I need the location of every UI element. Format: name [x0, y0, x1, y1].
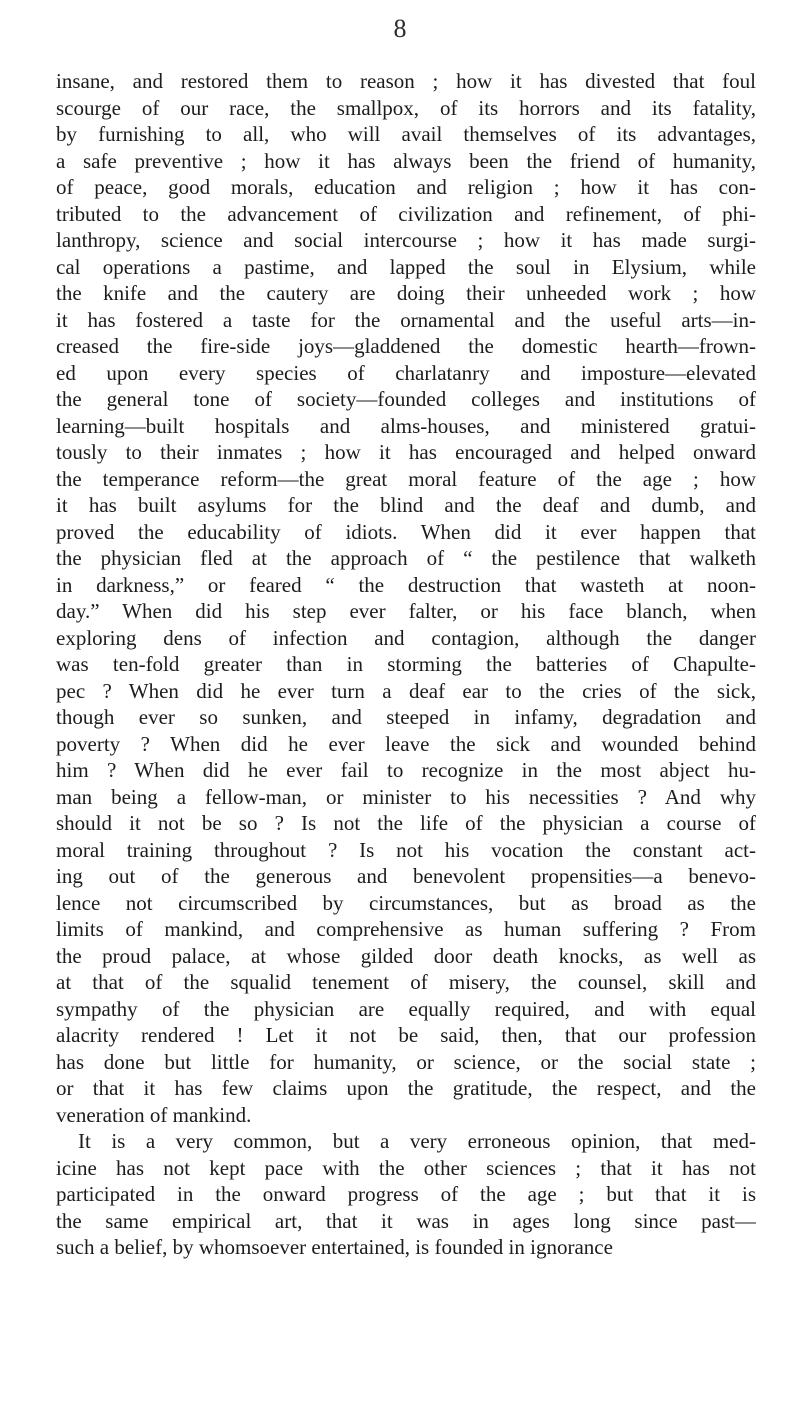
text-line: exploring dens of infection and contagion, although the danger [56, 625, 756, 650]
text-line: lanthropy, science and social intercourse ; how it has made surgi- [56, 228, 756, 252]
text-line: lence not circumscribed by circumstances, but as broad as the [56, 890, 756, 915]
text-line: man being a fellow-man, or minister to his necessities ? And why [56, 784, 756, 809]
text-line: by furnishing to all, who will avail themselves of its advantages, [56, 122, 756, 146]
text-line: at that of the squalid tenement of misery, the counsel, skill and [56, 970, 756, 994]
text-line: has done but little for humanity, or science, or the social state ; [56, 1049, 756, 1074]
text-line: ed upon every species of charlatanry and imposture—elevated [56, 360, 756, 385]
paragraph [56, 1128, 756, 1261]
text-line: ing out of the generous and benevolent propensities—a benevo- [56, 864, 756, 888]
text-line: the same empirical art, that it was in ages long since past— [56, 1208, 756, 1233]
text-line: moral training throughout ? Is not his vocation the constant act- [56, 837, 756, 862]
text-line: limits of mankind, and comprehensive as human suffering ? From [56, 917, 756, 941]
text-line: of peace, good morals, education and religion ; how it has con- [56, 175, 756, 199]
text-line: sympathy of the physician are equally required, and with equal [56, 996, 756, 1021]
text-line: the knife and the cautery are doing their unheeded work ; how [56, 281, 756, 305]
text-line: veneration of mankind. [56, 1102, 252, 1127]
page-number: 8 [393, 14, 407, 43]
text-line: or that it has few claims upon the gratitude, the respect, and the [56, 1076, 756, 1100]
text-line: It is a very common, but a very erroneous opinion, that med- [78, 1129, 756, 1153]
text-line: was ten-fold greater than in storming the batteries of Chapulte- [56, 652, 756, 676]
body-text [56, 68, 756, 1261]
text-line: alacrity rendered ! Let it not be said, then, that our profession [56, 1023, 756, 1047]
text-line: day.” When did his step ever falter, or his face blanch, when [56, 599, 756, 623]
text-line: the general tone of society—founded colleges and institutions of [56, 387, 756, 411]
text-line: tributed to the advancement of civilization and refinement, of phi- [56, 201, 756, 226]
text-line: learning—built hospitals and alms-houses, and ministered gratui- [56, 413, 756, 438]
text-line: cal operations a pastime, and lapped the soul in Elysium, while [56, 254, 756, 279]
text-line: proved the educability of idiots. When did it ever happen that [56, 519, 756, 544]
text-line: though ever so sunken, and steeped in infamy, degradation and [56, 705, 756, 729]
text-line: poverty ? When did he ever leave the sick and wounded behind [56, 731, 756, 756]
text-line: scourge of our race, the smallpox, of its horrors and its fatality, [56, 95, 756, 120]
text-line: insane, and restored them to reason ; how it has divested that foul [56, 69, 756, 93]
text-line: creased the fire-side joys—gladdened the domestic hearth—frown- [56, 334, 756, 358]
text-line: the proud palace, at whose gilded door death knocks, as well as [56, 943, 756, 968]
text-line: such a belief, by whomsoever entertained, is founded in ignorance [56, 1235, 613, 1259]
text-line: should it not be so ? Is not the life of the physician a course of [56, 811, 756, 835]
text-line: tously to their inmates ; how it has encouraged and helped onward [56, 440, 756, 464]
text-line: a safe preventive ; how it has always been the friend of humanity, [56, 148, 756, 173]
text-line: it has built asylums for the blind and the deaf and dumb, and [56, 493, 756, 517]
text-line: him ? When did he ever fail to recognize in the most abject hu- [56, 758, 756, 782]
text-line: participated in the onward progress of the age ; but that it is [56, 1182, 756, 1206]
paragraph [56, 68, 756, 1128]
text-line: pec ? When did he ever turn a deaf ear to the cries of the sick, [56, 678, 756, 703]
text-line: it has fostered a taste for the ornamental and the useful arts—in- [56, 307, 756, 332]
text-line: icine has not kept pace with the other sciences ; that it has not [56, 1155, 756, 1180]
text-line: the temperance reform—the great moral feature of the age ; how [56, 466, 756, 491]
text-line: in darkness,” or feared “ the destruction that wasteth at noon- [56, 572, 756, 597]
text-line: the physician fled at the approach of “ the pestilence that walketh [56, 546, 756, 570]
